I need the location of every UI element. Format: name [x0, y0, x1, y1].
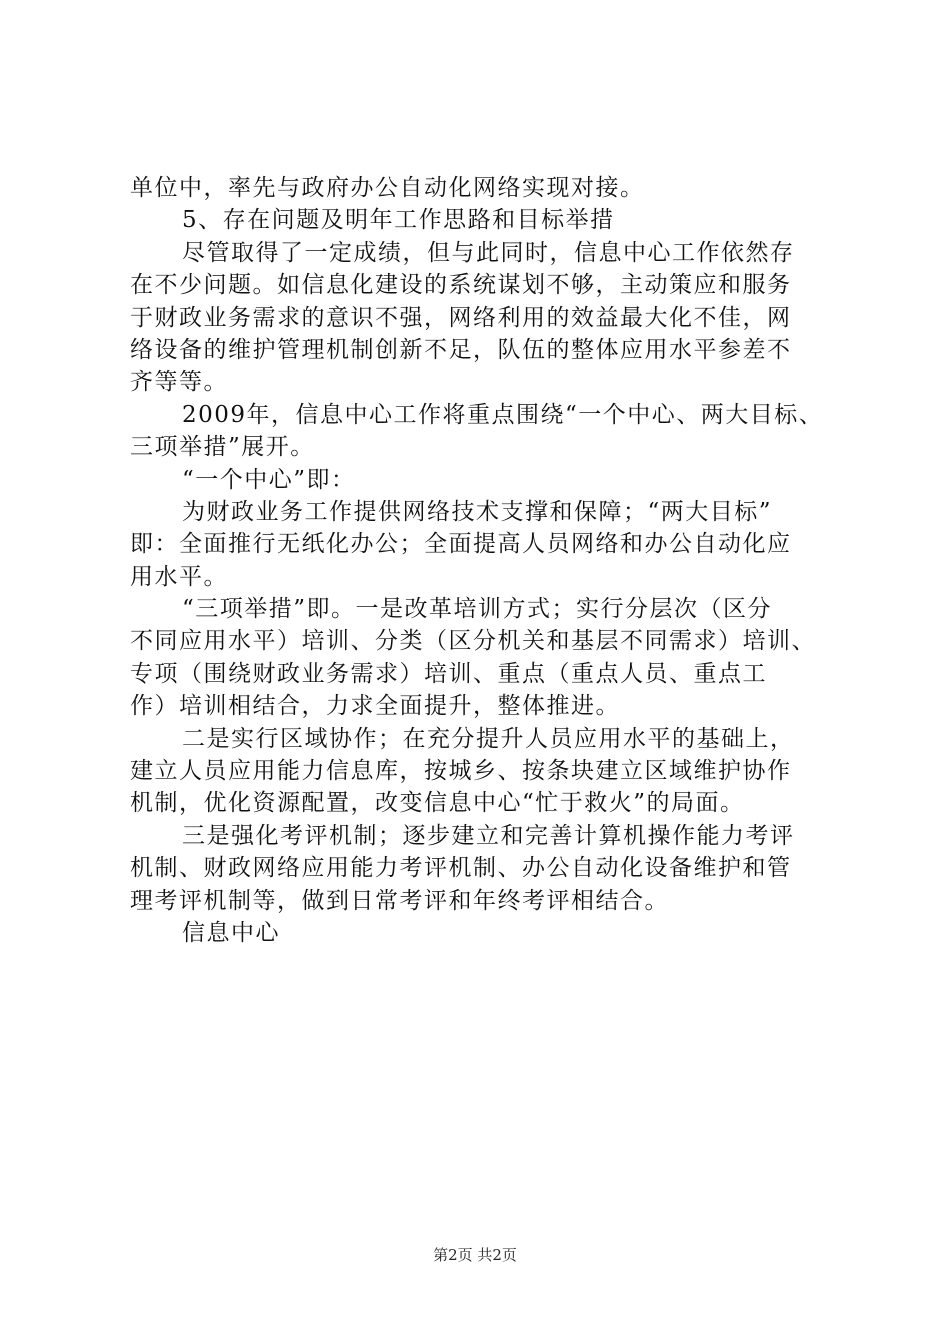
page-number-footer: 第2页 共2页 — [433, 1246, 517, 1264]
body-line: “一个中心”即： — [182, 466, 356, 493]
body-line: 单位中，率先与政府办公自动化网络实现对接。 — [130, 175, 645, 201]
body-line: 专项（围绕财政业务需求）培训、重点（重点人员、重点工 — [130, 660, 767, 687]
body-line: 机制，优化资源配置，改变信息中心“忙于救火”的局面。 — [130, 790, 745, 817]
body-line: 齐等等。 — [130, 369, 228, 396]
body-line: 理考评机制等，做到日常考评和年终考评相结合。 — [130, 887, 669, 914]
body-line: 作）培训相结合，力求全面提升，整体推进。 — [130, 693, 620, 720]
body-line: 尽管取得了一定成绩，但与此同时，信息中心工作依然存 — [182, 239, 795, 266]
body-line: 即：全面推行无纸化办公；全面提高人员网络和办公自动化应 — [130, 531, 792, 558]
body-line: 络设备的维护管理机制创新不足，队伍的整体应用水平参差不 — [130, 336, 792, 363]
body-line: 于财政业务需求的意识不强，网络利用的效益最大化不佳，网 — [130, 304, 792, 331]
section-heading: 5、存在问题及明年工作思路和目标举措 — [182, 207, 615, 234]
body-line: 二是实行区域协作；在充分提升人员应用水平的基础上， — [182, 725, 795, 752]
body-line: 在不少问题。如信息化建设的系统谋划不够，主动策应和服务 — [130, 272, 792, 299]
signature-line: 信息中心 — [182, 919, 280, 946]
body-line: 三项举措”展开。 — [130, 434, 315, 461]
body-line: 为财政业务工作提供网络技术支撑和保障；“两大目标” — [182, 498, 773, 525]
body-line: “三项举措”即。一是改革培训方式；实行分层次（区分 — [182, 596, 773, 623]
body-line: 2009年，信息中心工作将重点围绕“一个中心、两大目标、 — [182, 401, 824, 428]
body-line: 机制、财政网络应用能力考评机制、办公自动化设备维护和管 — [130, 855, 792, 882]
body-line: 不同应用水平）培训、分类（区分机关和基层不同需求）培训、 — [130, 628, 816, 655]
document-body — [130, 172, 830, 949]
body-line: 建立人员应用能力信息库，按城乡、按条块建立区域维护协作 — [130, 758, 792, 785]
body-line: 用水平。 — [130, 563, 228, 590]
body-line: 三是强化考评机制；逐步建立和完善计算机操作能力考评 — [182, 822, 795, 849]
